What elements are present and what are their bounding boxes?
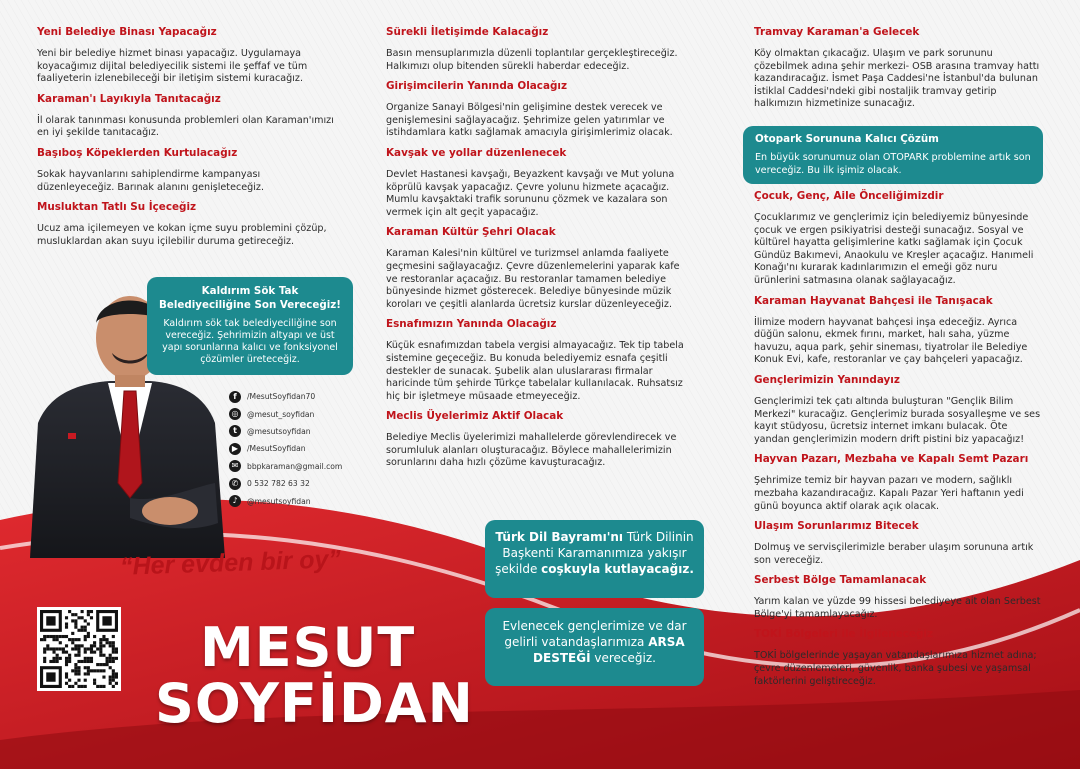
candidate-first-name: MESUT <box>200 616 416 679</box>
kaldirim-title: Kaldırım Sök Tak Belediyeciliğine Son Vereceğiz! <box>159 285 341 311</box>
facebook-icon: f <box>229 391 241 403</box>
section-title: Çocuk, Genç, Aile Önceliğimizdir <box>754 190 944 202</box>
social-link[interactable] <box>229 423 342 440</box>
social-link-text: @mesutsoyfidan <box>247 496 311 506</box>
section-body: Belediye Meclis üyelerimizi mahallelerde görevlendirecek ve sorumluluk alanları oluşturacağız. Böylece mahallelerimizin sorunlarını daha hızlı çözüme kavuşturacağız. <box>386 432 677 469</box>
social-link[interactable] <box>229 440 342 457</box>
section-body: Devlet Hastanesi kavşağı, Beyazkent kavşağı ve Mut yoluna köprülü kavşak yapacağız. Çevre yolunu hizmete açacağız. Mumlu kavşaktaki trafik sorununu çözmek ve kazalara son vermek için alt geçit yapacağız. <box>386 168 675 218</box>
section-title: Girişimcilerin Yanında Olacağız <box>386 80 568 93</box>
section <box>754 520 1044 567</box>
section-title: Yeni Belediye Binası Yapacağız <box>37 26 217 38</box>
section-body: Basın mensuplarımızla düzenli toplantılar gerçekleştireceğiz. Halkımızı olup bitenden sürekli haberdar edeceğiz. <box>386 48 678 72</box>
section-title: Hayvan Pazarı, Mezbaha ve Kapalı Semt Pazarı <box>754 453 1029 466</box>
whatsapp-icon: ✆ <box>229 478 241 490</box>
section-body: Küçük esnafımızdan tabela vergisi almayacağız. Tek tip tabela sistemine geçeceğiz. Bu konuda belediyemiz esnafa çeşitli destekler de sunacak. Şubelik alan uluslararası firmalar haricinde tüm şehirde Türkçe tabelalar kullanılacak. Ruhsatsız hiç bir işletmeye müsaade etmeyeceğiz. <box>386 340 684 402</box>
slogan: “Her evden bir oy” <box>119 545 342 581</box>
social-link-text: /MesutSoyfidan70 <box>247 392 316 402</box>
section-title: Karaman'ı Layıkıyla Tanıtacağız <box>37 92 221 105</box>
section <box>386 147 686 219</box>
section-body: Sokak hayvanlarını sahiplendirme kampanyası düzenleyeceğiz. Barınak alanını genişleteceğiz. <box>37 168 264 193</box>
qr-code[interactable] <box>37 607 121 691</box>
social-links <box>229 388 342 510</box>
section-title: Sürekli İletişimde Kalacağız <box>386 26 549 38</box>
section <box>37 26 337 86</box>
section-title: Musluktan Tatlı Su İçeceğiz <box>37 201 197 214</box>
section-title: Başıboş Köpeklerden Kurtulacağız <box>37 146 238 159</box>
section-title: Kavşak ve yollar düzenlenecek <box>386 146 567 159</box>
section <box>386 410 686 470</box>
section <box>754 295 1044 367</box>
kaldirim-body: Kaldırım sök tak belediyeciliğine son vereceğiz. Şehrimizin altyapı ve üst yapı sorunlarına kalıcı ve fonksiyonel çözümler üreteceğiz. <box>162 318 338 365</box>
section-title: Esnafımızın Yanında Olacağız <box>386 318 557 331</box>
turk-dil-strong: coşkuyla kutlayacağız. <box>541 562 694 576</box>
section-body: Ucuz ama içilemeyen ve kokan içme suyu problemini çözüp, musluklardan akan suyu içilebilir duruma getireceğiz. <box>37 223 327 247</box>
section-body: Yeni bir belediye hizmet binası yapacağız. Uygulamaya koyacağımız dijital belediyecilik sistemi ile şeffaf ve tüm faaliyeterin izlenebileceği bir iletişim sistemi kuracağız. <box>37 48 308 85</box>
section-title: Meclis Üyelerimiz Aktif Olacak <box>386 410 564 423</box>
turk-dil-pre: Türk Dil Bayramı'nı <box>495 530 624 544</box>
section-title: TOKİ Bölgeleri ile İlgileneceğiz <box>754 628 933 641</box>
section-title: Serbest Bölge Tamamlanacak <box>754 574 927 587</box>
section <box>37 147 337 194</box>
section-title: Gençlerimizin Yanındayız <box>754 373 900 386</box>
twitter-icon: t <box>229 425 241 437</box>
section <box>386 26 686 73</box>
turk-dil-mid: Türk Dilinin Başkenti Karamanımıza yakışır şekilde <box>495 530 694 576</box>
mail-icon: ✉ <box>229 460 241 472</box>
otopark-title: Otopark Sorununa Kalıcı Çözüm <box>755 133 939 145</box>
social-link[interactable] <box>229 388 342 405</box>
section-title: Karaman Kültür Şehri Olacak <box>386 226 556 239</box>
section-body: Dolmuş ve servisçilerimizle beraber ulaşım sorununa artık son vereceğiz. <box>754 542 1034 566</box>
turk-dil-box <box>485 520 704 598</box>
social-link[interactable] <box>229 458 342 475</box>
social-link-text: 0 532 782 63 32 <box>247 479 310 489</box>
section-body: Çocuklarımız ve gençlerimiz için belediyemiz bünyesinde çocuk ve ergen psikiyatrisi desteği sunacağız. Sosyal ve kültürel hayatta gelişimlerine katkı sağlamak için Çocuk Gündüz Bakımevi, Anaokulu ve Kreşler açacağız. Hanımeli Konağı'nı kurarak kadınlarımızın el emeği göz nuru ürünlerini satmasına olanak sağlayacağız. <box>754 212 1034 286</box>
column-middle <box>386 26 686 477</box>
section-title: Ulaşım Sorunlarımız Bitecek <box>754 520 919 533</box>
section-body: Organize Sanayi Bölgesi'nin gelişimine destek verecek ve genişlemesini sağlayacağız. Şehrimize gelen yatırımlar ve istihdamlara katkı sağlamak amacıyla girişimlerimiz olacak. <box>386 102 673 139</box>
section-body: Yarım kalan ve yüzde 99 hissesi belediyeye ait olan Serbest Bölge'yi tamamlayacağız. <box>754 596 1041 620</box>
section-body: TOKİ bölgelerinde yaşayan vatandaşlarımıza hizmet adına; çevre düzenlemeleri, güvenlik, banka şubesi ve yaşamsal faktörlerini geliştireceğiz. <box>754 650 1037 687</box>
social-link-text: /MesutSoyfidan <box>247 444 306 454</box>
section-title: Karaman Hayvanat Bahçesi ile Tanışacak <box>754 294 993 307</box>
kaldirim-box <box>147 277 353 375</box>
otopark-box <box>743 126 1043 184</box>
arsa-strong: ARSA DESTEĞİ <box>533 635 685 665</box>
social-link-text: @mesut_soyfidan <box>247 409 315 419</box>
section-body: Şehrimize temiz bir hayvan pazarı ve modern, sağlıklı mezbaha kazandıracağız. Kapalı Pazar Yeri haftanın yedi günü boyunca aktif olarak açık olacak. <box>754 475 1024 512</box>
tiktok-icon: ♪ <box>229 495 241 507</box>
section-body: Gençlerimizi tek çatı altında buluşturan "Gençlik Bilim Merkezi" kuracağız. Gençlerimiz burada sosyalleşme ve ses kayıt stüdyosu, ücretsiz internet imkanı bulacak. Öte yandan gençlerimizin modern drift pistini biz yapacağız! <box>754 395 1041 445</box>
section <box>37 201 337 248</box>
arsa-post: vereceğiz. <box>590 651 656 665</box>
section-body: Köy olmaktan çıkacağız. Ulaşım ve park sorununu çözebilmek adına şehir merkezi- OSB arasına tramvay hattı kazandıracağız. İsmet Paşa Caddesi'ne İstanbul'da bulunan İstiklal Caddesi'ndeki gibi nostaljik tramvay getirip halkımızın hizmetinize sunacağız. <box>754 48 1040 110</box>
section <box>386 80 686 140</box>
column-right-lower <box>754 190 1044 695</box>
section <box>754 628 1044 688</box>
section-body: İl olarak tanınması konusunda problemleri olan Karaman'ımızı en iyi şekilde tanıtacağız. <box>37 114 334 139</box>
column-left <box>37 26 337 255</box>
candidate-last-name: SOYFİDAN <box>155 672 474 735</box>
social-link[interactable] <box>229 492 342 509</box>
social-link[interactable] <box>229 405 342 422</box>
section <box>754 190 1044 288</box>
column-right <box>754 26 1044 118</box>
social-link-text: @mesutsoyfidan <box>247 426 311 436</box>
section <box>37 93 337 140</box>
section <box>386 318 686 403</box>
otopark-body: En büyük sorunumuz olan OTOPARK problemine artık son vereceğiz. Bu ilk işimiz olacak. <box>755 152 1031 176</box>
section <box>754 374 1044 446</box>
section <box>754 453 1044 513</box>
section-body: İlimize modern hayvanat bahçesi inşa edeceğiz. Ayrıca düğün salonu, ekmek fırını, market, halı saha, yüzme havuzu, aqua park, şehir sineması, tiyatrolar ile Belediye Konuk Evi, kafe, restoranlar ve çay bahçeleri yapacağız. <box>754 316 1028 366</box>
social-link[interactable] <box>229 475 342 492</box>
social-link-text: bbpkaraman@gmail.com <box>247 461 343 471</box>
section <box>754 574 1044 621</box>
section-body: Karaman Kalesi'nin kültürel ve turizmsel anlamda faaliyete geçmesini sağlayacağız. Çevre düzenlemelerini yaparak kafe ve restoranlar açacağız. Bu restoranlar tamamen belediye bünyesinde hizmet gösterecek. Belediye bünyesinde müzik koroları ve çeşitli alanlarda ücretsiz kurslar düzenleyeceğiz. <box>386 248 680 310</box>
section <box>386 226 686 311</box>
arsa-box <box>485 608 704 686</box>
arsa-pre: Evlenecek gençlerimize ve dar gelirli vatandaşlarımıza <box>502 619 687 649</box>
section-title: Tramvay Karaman'a Gelecek <box>754 26 920 38</box>
instagram-icon: ◎ <box>229 408 241 420</box>
youtube-icon: ▶ <box>229 443 241 455</box>
section <box>754 26 1044 111</box>
